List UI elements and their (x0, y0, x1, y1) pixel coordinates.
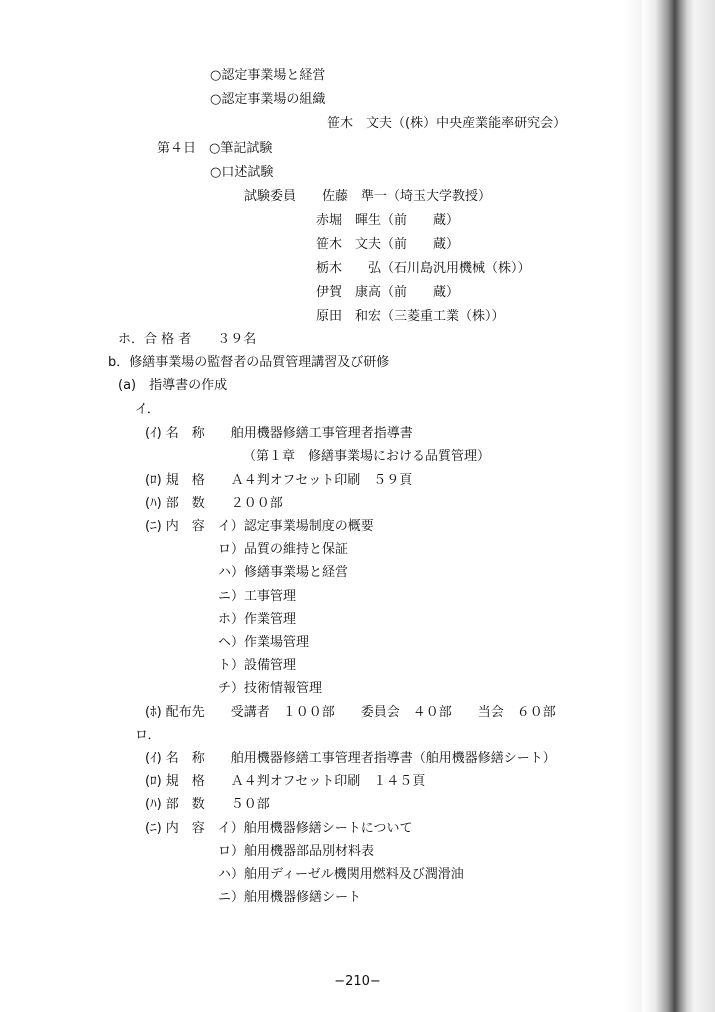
text-line: ロ）舶用機器部品別材料表 (218, 844, 375, 859)
text-line: ハ）修繕事業場と経営 (218, 565, 349, 580)
text-line: (ｲ) 名 称 舶用機器修繕工事管理者指導書 (145, 426, 413, 441)
text-line: (ﾊ) 部 数 ２００部 (145, 496, 283, 511)
text-line: ホ）作業管理 (218, 612, 297, 627)
text-line: ニ）舶用機器修繕シート (218, 890, 362, 905)
text-line: (ﾎ) 配布先 受講者 １００部 委員会 ４０部 当会 ６０部 (145, 705, 556, 720)
text-line: (ﾛ) 規 格 Ａ４判オフセット印刷 ５９頁 (145, 473, 413, 488)
text-line: ロ． (135, 728, 161, 743)
text-line: (ﾛ) 規 格 Ａ４判オフセット印刷 １４５頁 (145, 774, 426, 789)
text-line: ○認定事業場と経営 (210, 68, 326, 83)
text-line: 原田 和宏（三菱重工業（株）） (316, 309, 505, 324)
text-line: ニ）工事管理 (218, 589, 297, 604)
text-line: 笹木 文夫（前 蔵） (316, 237, 460, 252)
text-line: ハ）舶用ディーゼル機関用燃料及び潤滑油 (218, 867, 464, 882)
text-line: ヘ）作業場管理 (218, 635, 310, 650)
text-line: b．修繕事業場の監督者の品質管理講習及び研修 (108, 355, 390, 370)
text-line: ホ．合 格 者 ３９名 (118, 332, 257, 347)
text-line: (a) 指導書の作成 (118, 378, 228, 393)
text-line: イ． (135, 402, 160, 417)
text-line: (ﾆ) 内 容 イ）認定事業場制度の概要 (145, 519, 374, 534)
text-line: (ﾊ) 部 数 ５０部 (145, 797, 270, 812)
text-line: 第４日 ○筆記試験 (157, 141, 273, 156)
text-line: (ｲ) 名 称 舶用機器修繕工事管理者指導書（舶用機器修繕シート） (145, 751, 556, 766)
text-line: 栃木 弘（石川島汎用機械（株）） (316, 261, 531, 276)
text-line: 伊賀 康高（前 蔵） (316, 285, 460, 300)
book-spine (642, 0, 715, 1012)
text-line: ロ）品質の維持と保証 (218, 542, 349, 557)
text-line: (ﾆ) 内 容 イ）舶用機器修繕シートについて (145, 821, 413, 836)
text-line: ○口述試験 (210, 165, 274, 180)
text-line: ト）設備管理 (218, 658, 297, 673)
text-line: 試験委員 佐藤 準一（埼玉大学教授） (244, 189, 492, 204)
text-line: ○認定事業場の組織 (210, 92, 326, 107)
text-line: 笹木 文夫（(株）中央産業能率研究会） (327, 116, 567, 131)
text-line: チ）技術情報管理 (218, 681, 323, 696)
page-number: −210− (334, 974, 381, 989)
text-line: （第１章 修繕事業場における品質管理） (243, 449, 491, 464)
text-line: 赤堀 暉生（前 蔵） (316, 213, 460, 228)
